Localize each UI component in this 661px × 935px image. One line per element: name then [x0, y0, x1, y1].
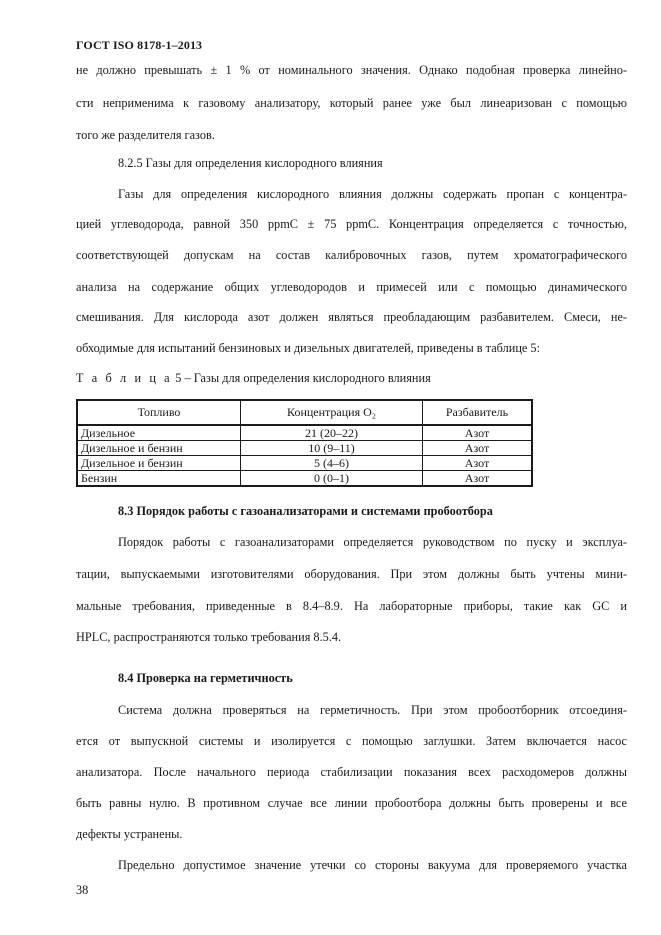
text-line: мальные требования, приведенные в 8.4–8.9. На лабораторные приборы, такие как GC и: [76, 599, 627, 613]
column-header-diluent: Разбавитель: [423, 400, 533, 425]
table-cell: Бензин: [77, 471, 241, 487]
text-line: обходимые для испытаний бензиновых и дизельных двигателей, приведены в таблице 5:: [76, 341, 540, 355]
table-cell: Азот: [423, 456, 533, 471]
table-cell: 10 (9–11): [241, 441, 423, 456]
text-line: анализатора. После начального периода стабилизации показания всех расходомеров должны: [76, 765, 627, 779]
text-line: HPLC, распространяются только требования 8.5.4.: [76, 630, 342, 644]
table-cell: Азот: [423, 471, 533, 487]
table-cell: Дизельное и бензин: [77, 441, 241, 456]
table-cell: Азот: [423, 425, 533, 441]
table-cell: Азот: [423, 441, 533, 456]
column-header-fuel: Топливо: [77, 400, 241, 425]
text-line: цией углеводорода, равной 350 ppmC ± 75 ppmC. Концентрация определяется с точностью,: [76, 217, 627, 231]
text-line: не должно превышать ± 1 % от номинального значения. Однако подобная проверка линейно-: [76, 63, 627, 77]
text-line: анализа на содержание общих углеводородов и примесей или с помощью динамического: [76, 280, 627, 294]
table-caption-text: 5 – Газы для определения кислородного влияния: [172, 371, 431, 385]
text-line: Порядок работы с газоанализаторами определяется руководством по пуску и эксплуа-: [118, 535, 627, 549]
gas-table: [76, 399, 533, 487]
table-cell: 5 (4–6): [241, 456, 423, 471]
table-row: [77, 441, 532, 456]
section-heading-8-4: 8.4 Проверка на герметичность: [118, 671, 293, 685]
text-line: того же разделителя газов.: [76, 128, 215, 142]
column-header-concentration: Концентрация O₂: [241, 400, 423, 425]
text-line: ется от выпускной системы и изолируется с помощью заглушки. Затем включается насос: [76, 734, 627, 748]
table-header-row: [77, 400, 532, 425]
text-line: Газы для определения кислородного влияния должны содержать пропан с концентра-: [118, 187, 627, 201]
table-cell: Дизельное и бензин: [77, 456, 241, 471]
table-cell: 21 (20–22): [241, 425, 423, 441]
table-caption-prefix: Т а б л и ц а: [76, 371, 173, 385]
table-row: [77, 471, 532, 487]
section-heading-8-3: 8.3 Порядок работы с газоанализаторами и системами пробоотбора: [118, 504, 493, 518]
text-line: тации, выпускаемыми изготовителями оборудования. При этом должны быть учтены мини-: [76, 567, 627, 581]
section-heading-8-2-5: 8.2.5 Газы для определения кислородного влияния: [118, 156, 383, 170]
text-line: сти неприменима к газовому анализатору, который ранее уже был линеаризован с помощью: [76, 96, 627, 110]
table-cell: 0 (0–1): [241, 471, 423, 487]
document-header: ГОСТ ISO 8178-1–2013: [76, 38, 203, 52]
table-caption: [76, 371, 431, 386]
text-line: смешивания. Для кислорода азот должен являться преобладающим разбавителем. Смеси, не-: [76, 310, 627, 324]
text-line: Предельно допустимое значение утечки со стороны вакуума для проверяемого участка: [118, 858, 627, 872]
table-cell: Дизельное: [77, 425, 241, 441]
table-row: [77, 425, 532, 441]
text-line: соответствующей допускам на состав калибровочных газов, путем хроматографического: [76, 248, 627, 262]
text-line: дефекты устранены.: [76, 827, 183, 841]
text-line: быть равны нулю. В противном случае все линии пробоотбора должны быть проверены и все: [76, 796, 627, 810]
table-row: [77, 456, 532, 471]
text-line: Система должна проверяться на герметичность. При этом пробоотборник отсоединя-: [118, 703, 627, 717]
page-number: 38: [76, 883, 89, 897]
